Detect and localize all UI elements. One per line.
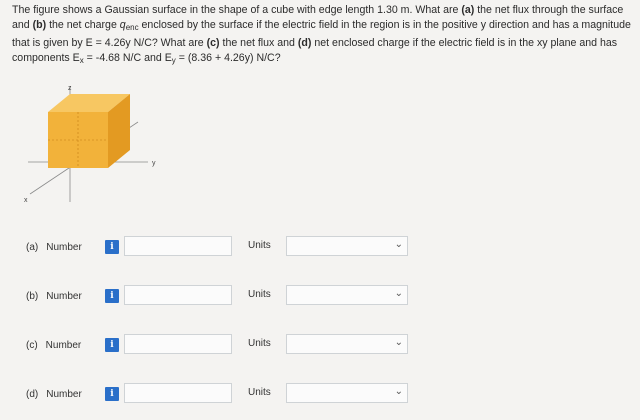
answer-row-a <box>0 236 640 260</box>
axis-label-y: y <box>152 160 156 167</box>
answer-row-c <box>0 334 640 358</box>
part-label: (b) <box>26 291 39 302</box>
gaussian-cube-figure <box>18 82 168 212</box>
problem-text-2: the net flux through the surface and <box>12 4 624 32</box>
info-icon[interactable]: i <box>105 338 119 352</box>
part-label: (d) <box>26 389 39 400</box>
y-subscript: y <box>171 56 176 66</box>
part-c-marker: (c) <box>206 36 220 49</box>
units-label: Units <box>248 240 271 251</box>
problem-text-4: enclosed by the surface if the electric field in the region is in the positive y direction and has a magnitude that is given by E = 4.26y N/C? What are <box>12 19 631 49</box>
part-label: (c) <box>26 340 38 351</box>
part-b-marker: (b) <box>32 19 47 32</box>
units-dropdown[interactable] <box>286 285 408 305</box>
info-icon[interactable]: i <box>105 240 119 254</box>
answer-row-d <box>0 383 640 407</box>
number-input[interactable] <box>124 285 232 305</box>
problem-text-5: the net flux and <box>219 36 298 49</box>
axis-label-z: z <box>68 85 72 92</box>
number-input[interactable] <box>124 334 232 354</box>
info-icon[interactable]: i <box>105 387 119 401</box>
units-dropdown[interactable] <box>286 334 408 354</box>
q-symbol: q <box>119 19 126 32</box>
number-input[interactable] <box>124 383 232 403</box>
chevron-down-icon: ⌄ <box>394 239 403 250</box>
q-subscript: enc <box>125 23 139 33</box>
number-label: Number <box>45 340 82 351</box>
part-d-marker: (d) <box>297 36 312 49</box>
problem-text-1: The figure shows a Gaussian surface in the shape of a cube with edge length 1.30 m. What are <box>12 4 462 16</box>
number-label: Number <box>46 242 82 253</box>
problem-statement <box>12 3 634 69</box>
x-subscript: x <box>79 56 84 66</box>
number-label: Number <box>46 291 82 302</box>
problem-text-7: = -4.68 N/C and E <box>83 52 172 65</box>
units-label: Units <box>248 387 271 398</box>
problem-text-8: = (8.36 + 4.26y) N/C? <box>175 52 281 65</box>
answer-label <box>26 291 82 302</box>
number-label: Number <box>46 389 82 400</box>
problem-text-6: net enclosed charge if the electric field is in the xy plane and has components E <box>12 36 618 65</box>
units-label: Units <box>248 289 271 300</box>
answer-label <box>26 242 82 253</box>
number-input[interactable] <box>124 236 232 256</box>
axis-label-x: x <box>24 197 28 204</box>
problem-text-3: the net charge <box>46 19 120 32</box>
chevron-down-icon: ⌄ <box>394 386 403 397</box>
units-label: Units <box>248 338 271 349</box>
part-a-marker: (a) <box>461 4 475 16</box>
answer-row-b <box>0 285 640 309</box>
info-icon[interactable]: i <box>105 289 119 303</box>
answer-label <box>26 340 81 351</box>
answer-label <box>26 389 82 400</box>
chevron-down-icon: ⌄ <box>394 288 403 299</box>
part-label: (a) <box>26 242 39 253</box>
units-dropdown[interactable] <box>286 383 408 403</box>
units-dropdown[interactable] <box>286 236 408 256</box>
chevron-down-icon: ⌄ <box>394 337 403 348</box>
